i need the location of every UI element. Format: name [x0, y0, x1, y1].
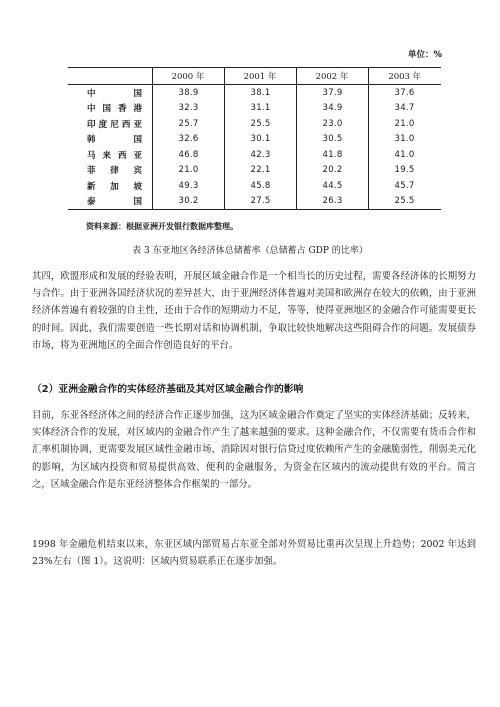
- value-cell: 44.5: [296, 178, 368, 194]
- table-row: [68, 147, 441, 163]
- row-label-char: 国: [133, 135, 142, 146]
- header-cell: 2002 年: [296, 68, 368, 85]
- row-label: [68, 163, 152, 179]
- value-cell: 20.2: [296, 163, 368, 179]
- value-cell: 25.5: [368, 194, 441, 210]
- savings-rate-table: [68, 67, 441, 210]
- row-label-char: 西: [117, 150, 127, 161]
- row-label-char: 马: [87, 150, 96, 161]
- value-cell: 21.0: [368, 116, 441, 132]
- value-cell: 19.5: [368, 163, 441, 179]
- value-cell: 26.3: [296, 194, 368, 210]
- row-label-char: 韩: [87, 135, 96, 146]
- row-label-char: 亚: [133, 119, 142, 130]
- value-cell: 38.9: [152, 85, 224, 101]
- value-cell: 42.3: [224, 147, 296, 163]
- row-label-char: 印: [87, 119, 96, 130]
- row-label-char: 坡: [133, 181, 142, 192]
- table-row: [68, 194, 441, 210]
- row-label-char: 西: [121, 119, 131, 130]
- row-label-char: 香: [117, 104, 127, 115]
- value-cell: 21.0: [152, 163, 224, 179]
- row-label-char: 菲: [87, 166, 96, 177]
- value-cell: 30.5: [296, 132, 368, 148]
- value-cell: 31.0: [368, 132, 441, 148]
- value-cell: 45.7: [368, 178, 441, 194]
- row-label-char: 来: [102, 150, 111, 161]
- row-label-text: [87, 149, 142, 161]
- row-label-text: [87, 133, 142, 145]
- row-label: [68, 132, 152, 148]
- row-label-text: [87, 102, 142, 114]
- row-label-char: 宾: [133, 166, 142, 177]
- value-cell: 23.0: [296, 116, 368, 132]
- value-cell: 41.8: [296, 147, 368, 163]
- value-cell: 34.7: [368, 101, 441, 117]
- table-row: [68, 85, 441, 101]
- row-label-char: 中: [87, 104, 96, 115]
- row-label-text: [87, 87, 142, 99]
- table-row: [68, 101, 441, 117]
- value-cell: 45.8: [224, 178, 296, 194]
- value-cell: 22.1: [224, 163, 296, 179]
- table-row: [68, 178, 441, 194]
- table-header-row: [68, 68, 441, 85]
- section-heading: （2）亚洲金融合作的实体经济基础及其对区域金融合作的影响: [32, 384, 304, 395]
- value-cell: 27.5: [224, 194, 296, 210]
- unit-label: 单位：%: [407, 50, 442, 60]
- value-cell: 37.9: [296, 85, 368, 101]
- row-label-text: [87, 118, 142, 130]
- value-cell: 41.0: [368, 147, 441, 163]
- paragraph: 1998 年金融危机结束以来，东亚区域内部贸易占东亚全部对外贸易比重再次呈现上升趋势；2002 年达到 23%左右（图 1）。这说明：区域内贸易联系正在逐步加强。: [32, 539, 476, 568]
- row-label-char: 律: [110, 166, 119, 177]
- row-label: [68, 85, 152, 101]
- row-label-char: 国: [133, 88, 142, 99]
- table-row: [68, 163, 441, 179]
- row-label-char: 加: [110, 181, 119, 192]
- row-label-char: 泰: [87, 197, 96, 208]
- table-caption: 表 3 东亚地区各经济体总储蓄率（总储蓄占 GDP 的比率）: [132, 246, 368, 256]
- table-row: [68, 132, 441, 148]
- row-label: [68, 194, 152, 210]
- row-label: [68, 116, 152, 132]
- value-cell: 49.3: [152, 178, 224, 194]
- row-label-char: 港: [133, 104, 142, 115]
- row-label: [68, 101, 152, 117]
- row-label-char: 中: [87, 88, 96, 99]
- value-cell: 30.2: [152, 194, 224, 210]
- value-cell: 34.9: [296, 101, 368, 117]
- paragraph: 其四，欧盟形成和发展的经验表明，开展区域金融合作是一个相当长的历史过程，需要各经济体的长期努力与合作。由于亚洲各国经济状况的差异甚大，由于亚洲经济体普遍对美国和欧洲存在较大的依赖，由于亚洲经济体普遍有着较强的自主性，还由于合作的短期动力不足，等等，使得亚洲地区的金融合作可能需要更长的时间。因此，我们需要创造一些长期对话和协调机制，争取比较快地解决这些阻碍合作的问题。发展债券市场，将为亚洲地区的全面合作创造良好的平台。: [32, 271, 476, 351]
- row-label-char: 国: [133, 197, 142, 208]
- header-cell: 2003 年: [368, 68, 441, 85]
- row-label-text: [87, 195, 142, 207]
- row-label-char: 尼: [110, 119, 119, 130]
- source-note: 资料来源：根据亚洲开发银行数据库整理。: [86, 222, 238, 231]
- row-label-char: 新: [87, 181, 96, 192]
- value-cell: 46.8: [152, 147, 224, 163]
- value-cell: 30.1: [224, 132, 296, 148]
- paragraph: 目前，东亚各经济体之间的经济合作正逐步加强，这为区域金融合作奠定了坚实的实体经济基础；反转来，实体经济合作的发展，对区域内的金融合作产生了越来越强的要求。这种金融合作，不仅需要有货币合作和汇率机制协调，更需要发展区域性金融市场，消除因对银行信贷过度依赖所产生的金融脆弱性，削弱美元化的影响，为区域内投资和贸易提供高效、便利的金融服务，为资金在区域内的流动提供有效的平台。简言之，区域金融合作是东亚经济整体合作框架的一部分。: [32, 410, 476, 490]
- value-cell: 25.7: [152, 116, 224, 132]
- table-row: [68, 116, 441, 132]
- header-cell: 2001 年: [224, 68, 296, 85]
- row-label-char: 亚: [133, 150, 142, 161]
- value-cell: 38.1: [224, 85, 296, 101]
- value-cell: 25.5: [224, 116, 296, 132]
- row-label-text: [87, 180, 142, 192]
- row-label: [68, 178, 152, 194]
- value-cell: 32.6: [152, 132, 224, 148]
- row-label: [68, 147, 152, 163]
- row-label-char: 国: [102, 104, 111, 115]
- header-cell: [68, 68, 152, 85]
- value-cell: 37.6: [368, 85, 441, 101]
- value-cell: 32.3: [152, 101, 224, 117]
- header-cell: 2000 年: [152, 68, 224, 85]
- row-label-text: [87, 164, 142, 176]
- row-label-char: 度: [98, 119, 108, 130]
- value-cell: 31.1: [224, 101, 296, 117]
